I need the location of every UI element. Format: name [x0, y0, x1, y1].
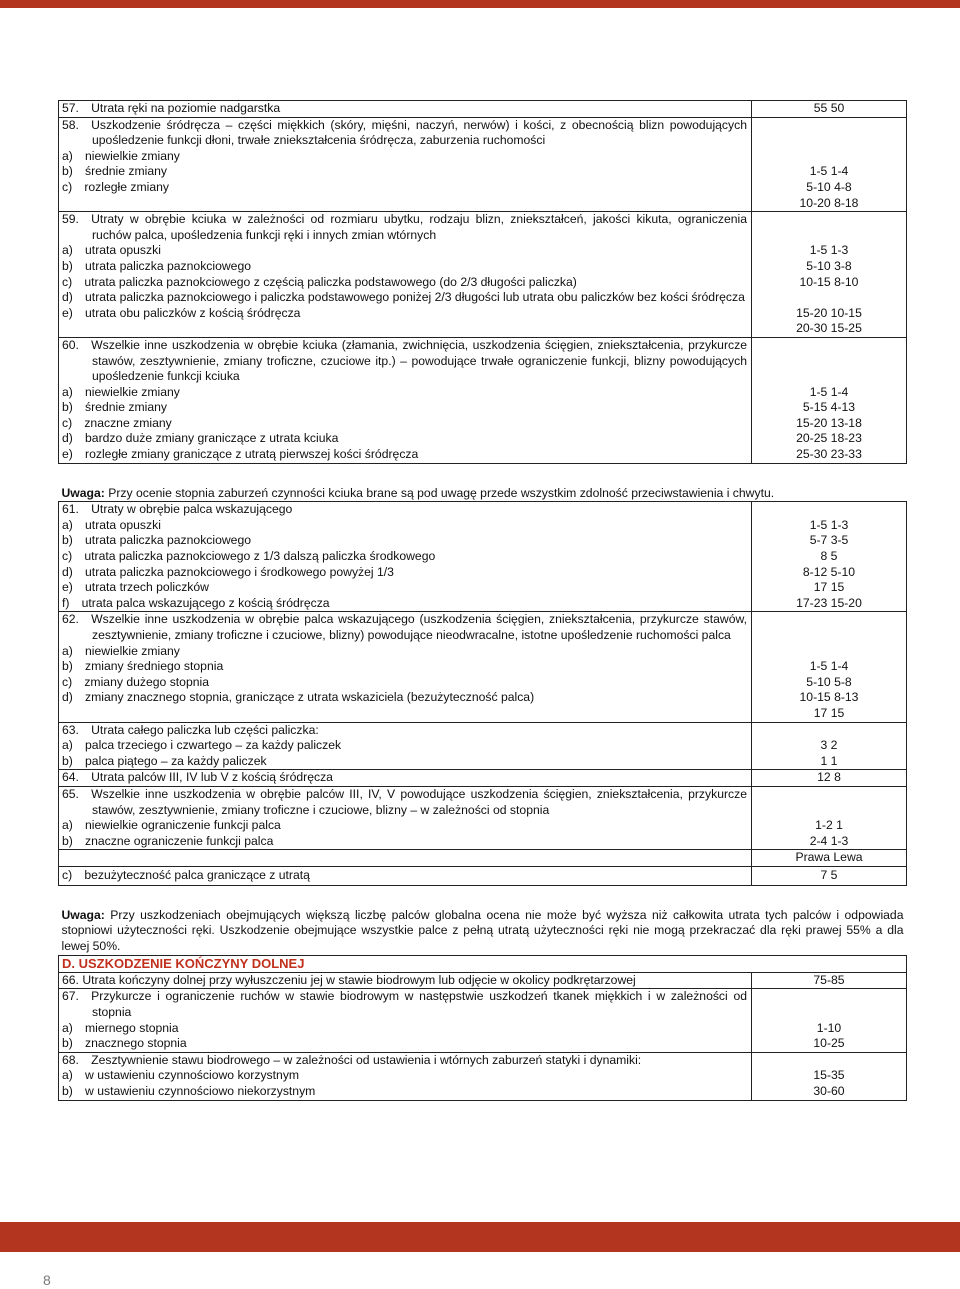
row-63-b-value: 1 1	[820, 753, 838, 768]
row-61-c: c) utrata paliczka paznokciowego z 1/3 dalszą paliczka środkowego	[62, 549, 436, 564]
row-68-text: 68. Zesztywnienie stawu biodrowego – w zależności od ustawienia i wtórnych zaburzeń statyki i dynamiki:	[62, 1052, 642, 1067]
row-60-e: e) rozległe zmiany graniczące z utratą pierwszej kości śródręcza	[62, 447, 419, 462]
row-58-text: 58. Uszkodzenie śródręcza – części miękkich (skóry, mięśni, naczyń, nerwów) i kości, z obecnością blizn powodujących upośledzenie funkcji dłoni, trwałe zniekształcenia śródręcza, zaburzenia ruchomości	[62, 117, 747, 148]
row-58-c: c) rozległe zmiany	[62, 179, 170, 194]
row-59-c-value: 10-15 8-10	[799, 274, 859, 289]
row-60-a: a) niewielkie zmiany	[62, 384, 180, 399]
table-row-62	[59, 612, 907, 722]
row-61-f-value: 17-23 15-20	[796, 595, 862, 610]
row-61-e: e) utrata trzech policzków	[62, 580, 209, 595]
table-row-68	[59, 1052, 907, 1100]
row-60-d-value: 20-25 18-23	[796, 431, 862, 446]
row-58-values	[752, 117, 907, 212]
row-57-value: 55 50	[752, 101, 907, 118]
table-row-66	[59, 972, 907, 989]
row-59-cell	[59, 212, 752, 338]
row-62-c: c) zmiany dużego stopnia	[62, 674, 209, 689]
note-row-1	[59, 463, 907, 502]
table-row-61	[59, 502, 907, 612]
table-row-63	[59, 722, 907, 770]
row-66-text: 66. Utrata kończyny dolnej przy wyłuszczeniu jej w stawie biodrowym lub odjęcie w okolicy podkrętarzowej	[59, 972, 752, 989]
injury-table-sheet	[58, 100, 906, 1101]
row-61-d: d) utrata paliczka paznokciowego i środkowego powyżej 1/3	[62, 564, 394, 579]
row-67-b-value: 10-25	[813, 1036, 845, 1051]
row-60-text: 60. Wszelkie inne uszkodzenia w obrębie kciuka (złamania, zwichnięcia, uszkodzenia ścięgien, zniekształcenia, przykurcze stawów, zesztywnienie, zmiany troficzne, czuciowe itp.) – powodujące trwałe ograniczenie funkcji, blizny powodujących upośledzenie funkcji kciuka	[62, 337, 747, 384]
row-62-c-value: 10-15 8-13	[799, 690, 859, 705]
row-60-values	[752, 337, 907, 463]
bottom-accent-bar	[0, 1222, 960, 1252]
row-62-d: d) zmiany znacznego stopnia, graniczące z utrata wskaziciela (bezużyteczność palca)	[62, 690, 535, 705]
row-65-b: b) znaczne ograniczenie funkcji palca	[62, 833, 274, 848]
row-63-text: 63. Utrata całego paliczka lub części paliczka:	[62, 722, 319, 737]
row-60-e-value: 25-30 23-33	[796, 447, 862, 462]
table-row-64	[59, 770, 907, 787]
row-65-a-value: 1-2 1	[815, 818, 843, 833]
row-61-cell	[59, 502, 752, 612]
row-61-values	[752, 502, 907, 612]
table-row-65-c	[59, 866, 907, 885]
row-59-c: c) utrata paliczka paznokciowego z częścią paliczka podstawowego (do 2/3 długości paliczka)	[62, 274, 577, 289]
note-2-text: Przy uszkodzeniach obejmujących większą liczbę palców globalna ocena nie może być wyższa niż całkowita utrata tych palców i odpowiada stopniowi użyteczności ręki. Uszkodzenie obejmujące wszystkie palce z pełną utratą użyteczności ręki nie mogą przekraczać dla ręki prawej 55% a dla lewej 50%.	[61, 907, 904, 953]
row-63-a: a) palca trzeciego i czwartego – za każdy paliczek	[62, 738, 342, 753]
note-row-2	[59, 885, 907, 956]
row-58-c-value: 10-20 8-18	[799, 195, 859, 210]
row-58-cell	[59, 117, 752, 212]
row-59-b: b) utrata paliczka paznokciowego	[62, 258, 252, 273]
row-61-b-value: 5-7 3-5	[809, 533, 849, 548]
row-61-a-value: 1-5 1-3	[809, 517, 849, 532]
row-67-b: b) znacznego stopnia	[62, 1036, 187, 1051]
row-65-column-header: Prawa Lewa	[752, 850, 907, 867]
table-row-67	[59, 989, 907, 1052]
row-67-cell	[59, 989, 752, 1052]
table-row-59	[59, 212, 907, 338]
row-63-values	[752, 722, 907, 770]
row-65-c-value: 7 5	[752, 866, 907, 885]
page-number: 8	[43, 1272, 51, 1288]
row-63-cell	[59, 722, 752, 770]
injury-percentage-table	[58, 100, 907, 1101]
row-62-d-value: 17 15	[813, 705, 845, 720]
row-67-text: 67. Przykurcze i ograniczenie ruchów w stawie biodrowym w następstwie uszkodzeń tkanek miękkich i w zależności od stopnia	[62, 989, 747, 1020]
section-d-title: D. USZKODZENIE KOŃCZYNY DOLNEJ	[59, 956, 907, 973]
row-61-c-value: 8 5	[820, 549, 838, 564]
row-58-b-value: 5-10 4-8	[806, 179, 852, 194]
row-59-d-value: 15-20 10-15	[796, 305, 862, 320]
table-row-60	[59, 337, 907, 463]
row-59-d: d) utrata paliczka paznokciowego i paliczka podstawowego poniżej 2/3 długości lub utrata obu paliczków bez kości śródręcza	[62, 290, 745, 305]
row-60-b-value: 5-15 4-13	[802, 400, 856, 415]
table-row-58	[59, 117, 907, 212]
row-59-e: e) utrata obu paliczków z kością śródręcza	[62, 305, 301, 320]
row-64-value: 12 8	[752, 770, 907, 787]
row-62-values	[752, 612, 907, 722]
row-65-cell	[59, 786, 752, 849]
note-1-text: Przy ocenie stopnia zaburzeń czynności kciuka brane są pod uwagę przede wszystkim zdolność przeciwstawienia i chwytu.	[104, 485, 775, 500]
row-67-a: a) miernego stopnia	[62, 1020, 179, 1035]
row-65-text: 65. Wszelkie inne uszkodzenia w obrębie palców III, IV, V powodujące uszkodzenia ścięgien, zniekształcenia, przykurcze stawów, zesztywnienie, zmiany troficzne i czuciowe, blizny – w zależności od stopnia	[62, 786, 747, 817]
row-62-b: b) zmiany średniego stopnia	[62, 659, 224, 674]
row-61-f: f) utrata palca wskazującego z kością śródręcza	[62, 595, 330, 610]
row-65-header-spacer	[59, 850, 752, 867]
row-60-a-value: 1-5 1-4	[809, 384, 849, 399]
row-66-value: 75-85	[752, 972, 907, 989]
row-59-b-value: 5-10 3-8	[806, 258, 852, 273]
row-61-b: b) utrata paliczka paznokciowego	[62, 533, 252, 548]
row-61-text: 61. Utraty w obrębie palca wskazującego	[62, 502, 293, 517]
row-60-b: b) średnie zmiany	[62, 400, 167, 415]
row-68-values	[752, 1052, 907, 1100]
row-68-a-value: 15-35	[813, 1068, 845, 1083]
table-row-65-header	[59, 850, 907, 867]
row-59-a-value: 1-5 1-3	[809, 243, 849, 258]
row-57-text: 57. Utrata ręki na poziomie nadgarstka	[59, 101, 752, 118]
row-59-values	[752, 212, 907, 338]
row-68-cell	[59, 1052, 752, 1100]
row-58-b: b) średnie zmiany	[62, 164, 167, 179]
row-59-text: 59. Utraty w obrębie kciuka w zależności od rozmiaru ubytku, rodzaju blizn, zniekształceń, jakości kikuta, ograniczenia ruchów palca, upośledzenia funkcji ręki i innych zmian wtórnych	[62, 212, 747, 242]
row-60-cell	[59, 337, 752, 463]
row-65-c: c) bezużyteczność palca graniczące z utratą	[59, 866, 752, 885]
row-58-a: a) niewielkie zmiany	[62, 148, 180, 163]
row-62-b-value: 5-10 5-8	[806, 674, 852, 689]
note-2-label: Uwaga:	[61, 907, 105, 922]
table-row-65	[59, 786, 907, 849]
row-65-a: a) niewielkie ograniczenie funkcji palca	[62, 818, 281, 833]
row-62-a: a) niewielkie zmiany	[62, 643, 180, 658]
row-68-b: b) w ustawieniu czynnościowo niekorzystnym	[62, 1084, 316, 1099]
row-68-b-value: 30-60	[813, 1084, 845, 1099]
row-60-d: d) bardzo duże zmiany graniczące z utrata kciuka	[62, 431, 339, 446]
row-62-cell	[59, 612, 752, 722]
row-67-values	[752, 989, 907, 1052]
row-61-e-value: 17 15	[813, 580, 845, 595]
table-row-57	[59, 101, 907, 118]
row-62-a-value: 1-5 1-4	[809, 659, 849, 674]
row-58-a-value: 1-5 1-4	[809, 164, 849, 179]
row-63-b: b) palca piątego – za każdy paliczek	[62, 753, 267, 768]
row-64-text: 64. Utrata palców III, IV lub V z kością śródręcza	[59, 770, 752, 787]
row-62-text: 62. Wszelkie inne uszkodzenia w obrębie palca wskazującego (uszkodzenia ścięgien, zniekształcenia, przykurcze stawów, zesztywnienie, zmiany troficzne i czuciowe, blizny) powodujące nieodwracalne, istotne upośledzenie ruchomości palca	[62, 612, 747, 642]
row-65-values	[752, 786, 907, 849]
top-accent-bar	[0, 0, 960, 8]
note-1-label: Uwaga:	[61, 485, 105, 500]
row-61-a: a) utrata opuszki	[62, 517, 161, 532]
row-59-a: a) utrata opuszki	[62, 243, 161, 258]
row-59-e-value: 20-30 15-25	[796, 321, 862, 336]
row-60-c: c) znaczne zmiany	[62, 415, 172, 430]
row-65-b-value: 2-4 1-3	[809, 833, 849, 848]
note-1	[59, 463, 907, 502]
row-60-c-value: 15-20 13-18	[796, 415, 862, 430]
row-63-a-value: 3 2	[820, 738, 838, 753]
row-67-a-value: 1-10	[816, 1020, 842, 1035]
row-61-d-value: 8-12 5-10	[802, 564, 856, 579]
row-68-a: a) w ustawieniu czynnościowo korzystnym	[62, 1068, 300, 1083]
note-2	[59, 885, 907, 956]
section-d-row	[59, 956, 907, 973]
